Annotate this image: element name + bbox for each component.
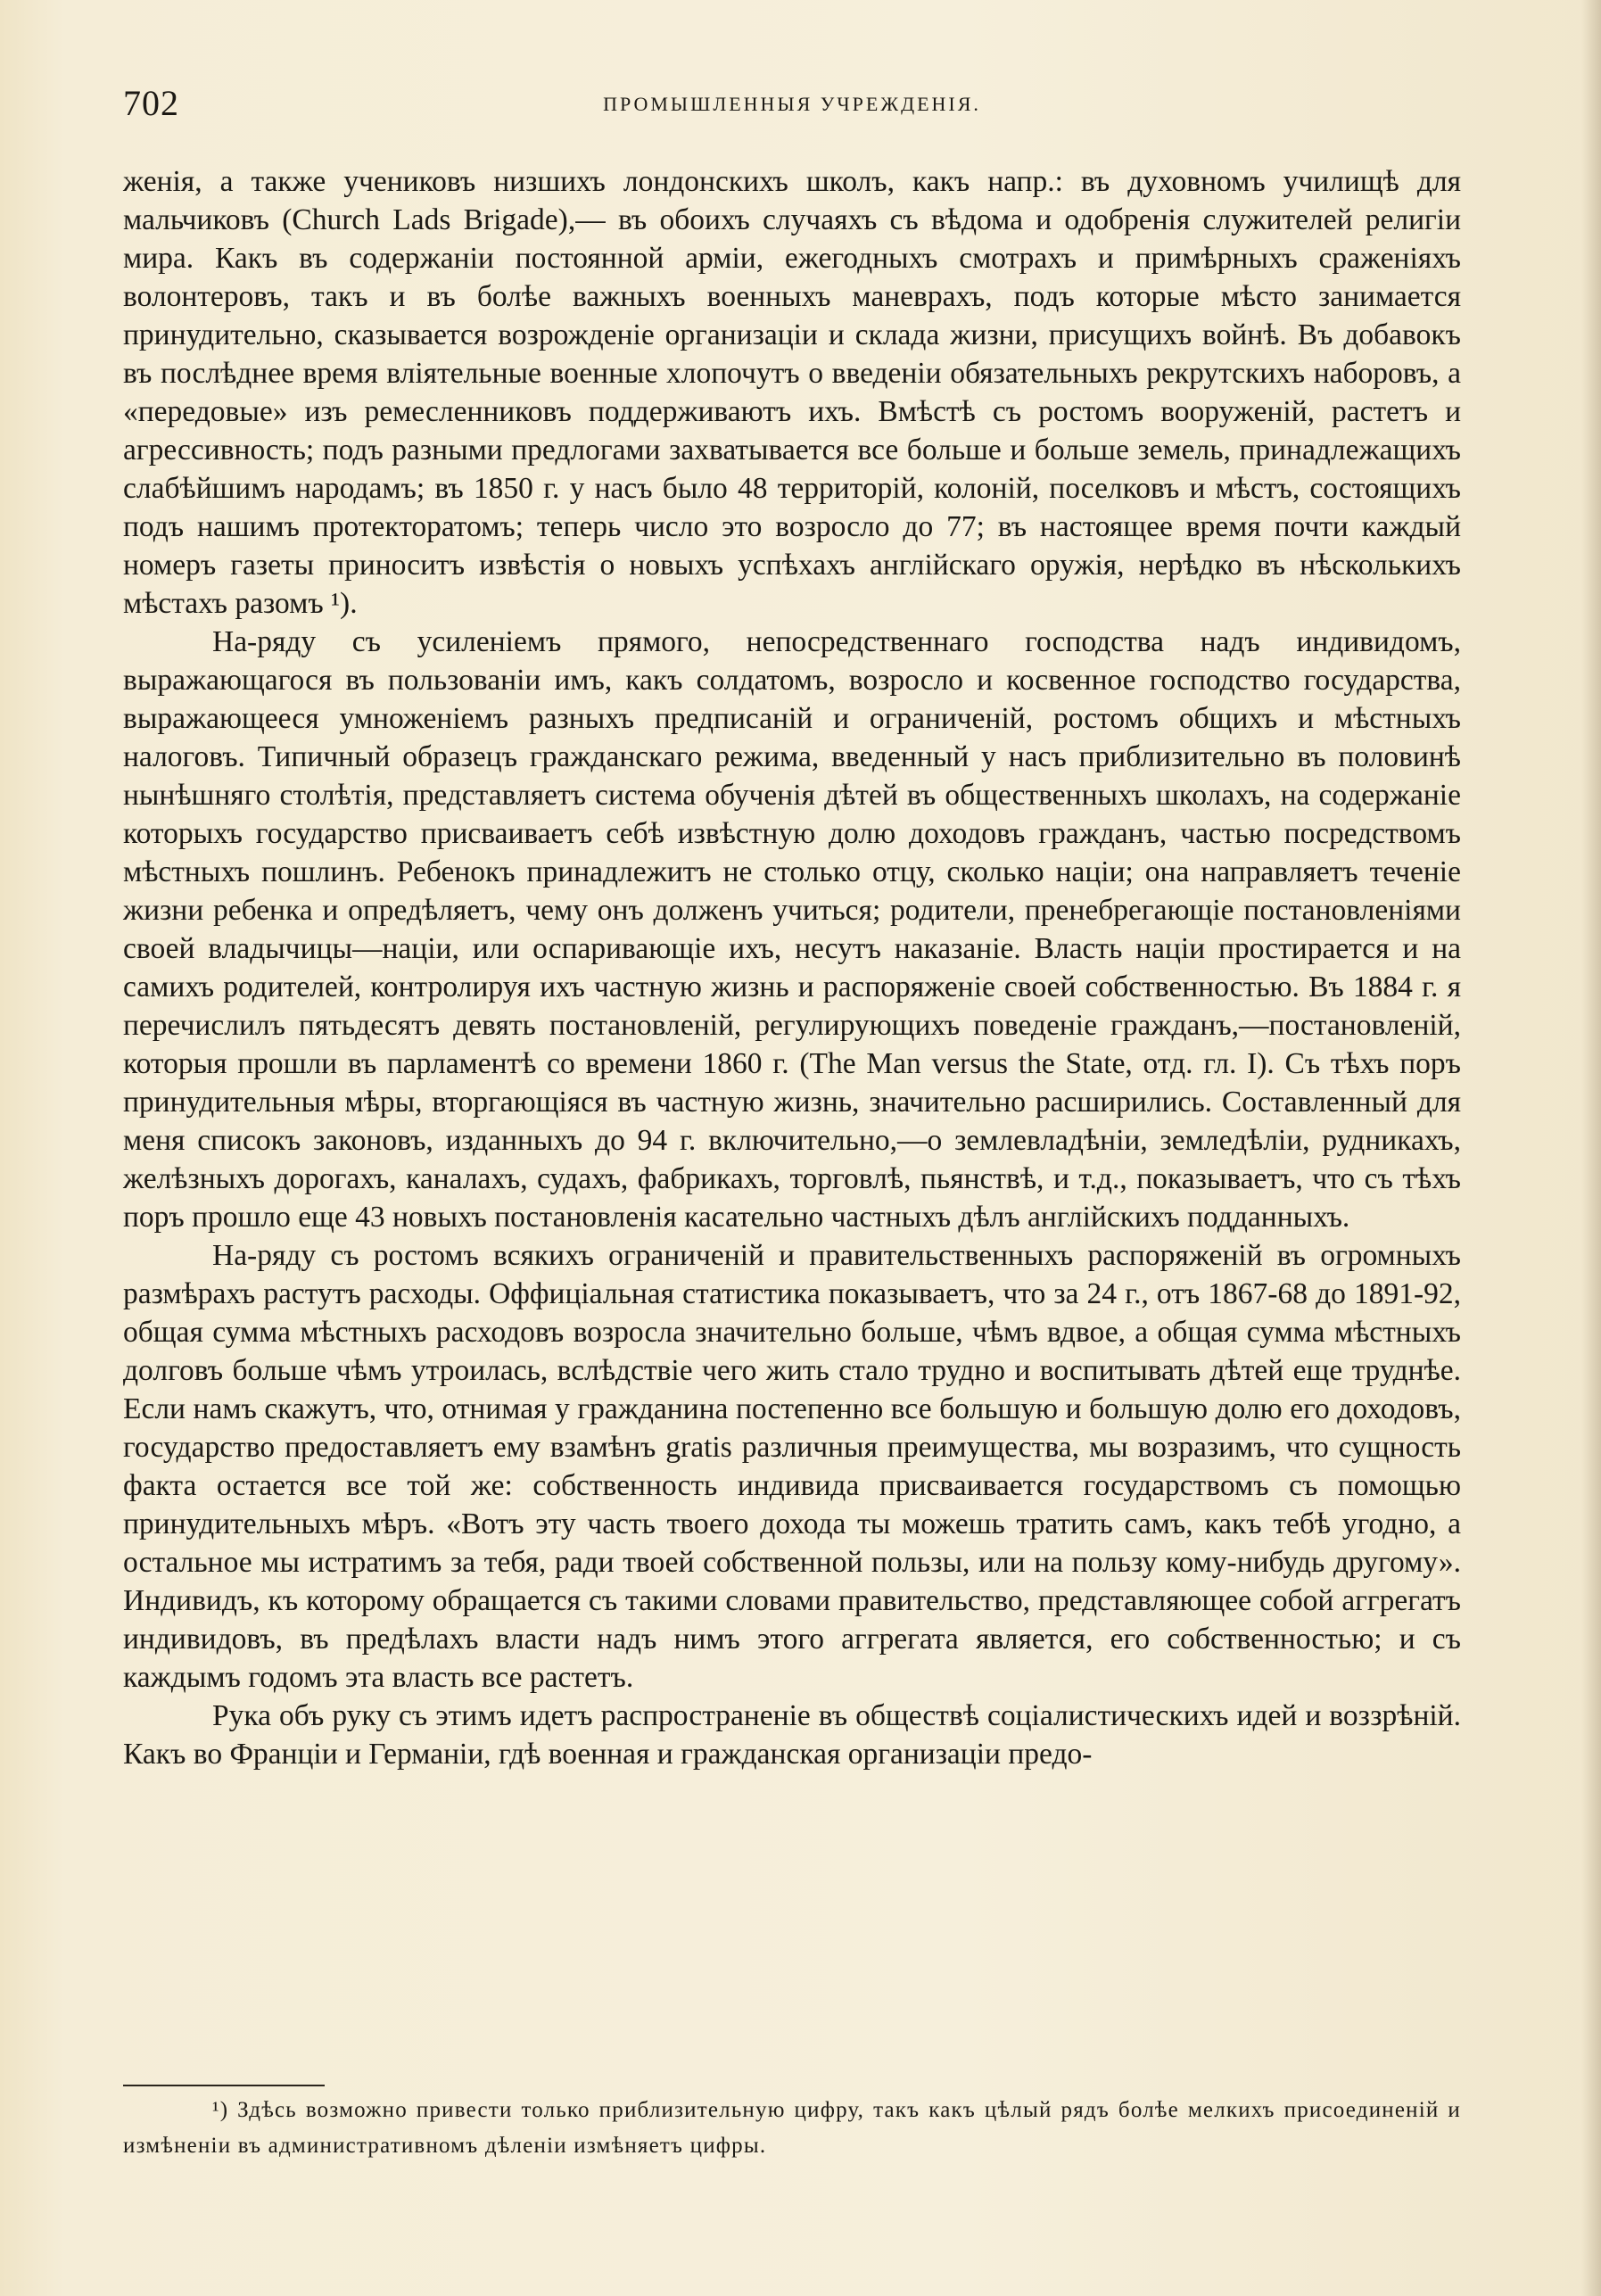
paragraph-4: Рука объ руку съ этимъ идетъ распространеніе въ обществѣ соціалистическихъ идей и воззрѣній. Какъ во Франціи и Германіи, гдѣ военная и гражданская организаціи предо- <box>123 1699 1461 1771</box>
footnote-divider <box>123 2085 325 2086</box>
page-number: 702 <box>123 83 179 123</box>
paragraph-1: женія, а также учениковъ низшихъ лондонскихъ школъ, какъ напр.: въ духовномъ училищѣ для мальчиковъ (Church Lads Brigade),— въ обоихъ случаяхъ съ вѣдома и одобренія служителей религіи мира. Какъ въ содержаніи постоянной арміи, ежегодныхъ смотрахъ и примѣрныхъ сраженіяхъ волонтеровъ, такъ и въ болѣе важныхъ военныхъ маневрахъ, подъ которые мѣсто занимается принудительно, сказывается возрожденіе организаціи и склада жизни, присущихъ войнѣ. Въ добавокъ въ послѣднее время вліятельные военные хлопочутъ о введеніи обязательныхъ рекрутскихъ наборовъ, а «передовые» изъ ремесленниковъ поддерживаютъ ихъ. Вмѣстѣ съ ростомъ вооруженій, растетъ и агрессивность; подъ разными предлогами захватывается все больше и больше земель, принадлежащихъ слабѣйшимъ народамъ; въ 1850 г. у насъ было 48 территорій, колоній, поселковъ и мѣстъ, состоящихъ подъ нашимъ протекторатомъ; теперь число это возросло до 77; въ настоящее время почти каждый номеръ газеты приноситъ извѣстія о новыхъ успѣхахъ англійскаго оружія, нерѣдко въ нѣсколькихъ мѣстахъ разомъ ¹). <box>123 165 1461 620</box>
running-title: ПРОМЫШЛЕННЫЯ УЧРЕЖДЕНІЯ. <box>603 93 981 115</box>
footnote-text: ¹) Здѣсь возможно привести только приблизительную цифру, такъ какъ цѣлый рядъ болѣе мелкихъ присоединеній и измѣненіи въ административномъ дѣленіи измѣняетъ цифры. <box>123 2098 1461 2158</box>
page-header <box>123 82 1461 127</box>
page-edge-shadow <box>1581 0 1601 2296</box>
footnote <box>123 2093 1461 2164</box>
paragraph-3: На-ряду съ ростомъ всякихъ ограниченій и правительственныхъ распоряженій въ огромныхъ размѣрахъ растутъ расходы. Оффиціальная статистика показываетъ, что за 24 г., отъ 1867-68 до 1891-92, общая сумма мѣстныхъ расходовъ возросла значительно больше, чѣмъ вдвое, а общая сумма мѣстныхъ долговъ больше чѣмъ утроилась, вслѣдствіе чего жить стало трудно и воспитывать дѣтей еще труднѣе. Если намъ скажутъ, что, отнимая у гражданина постепенно все большую и большую долю его доходовъ, государство предоставляетъ ему взамѣнъ gratis различныя преимущества, мы возразимъ, что сущность факта остается все той же: собственность индивида присваивается государствомъ съ помощью принудительныхъ мѣръ. «Вотъ эту часть твоего дохода ты можешь тратить самъ, какъ тебѣ угодно, а остальное мы истратимъ за тебя, ради твоей собственной пользы, или на пользу кому-нибудь другому». Индивидъ, къ которому обращается съ такими словами правительство, представляющее собой аггрегатъ индивидовъ, въ предѣлахъ власти надъ нимъ этого аггрегата является, его собственностью; и съ каждымъ годомъ эта власть все растетъ. <box>123 1239 1461 1694</box>
paragraph-2: На-ряду съ усиленіемъ прямого, непосредственнаго господства надъ индивидомъ, выражающагося въ пользованіи имъ, какъ солдатомъ, возросло и косвенное господство государства, выражающееся умноженіемъ разныхъ предписаній и ограниченій, ростомъ общихъ и мѣстныхъ налоговъ. Типичный образецъ гражданскаго режима, введенный у насъ приблизительно въ половинѣ нынѣшняго столѣтія, представляетъ система обученія дѣтей въ общественныхъ школахъ, на содержаніе которыхъ государство присваиваетъ себѣ извѣстную долю доходовъ гражданъ, частью посредствомъ мѣстныхъ пошлинъ. Ребенокъ принадлежитъ не столько отцу, сколько націи; она направляетъ теченіе жизни ребенка и опредѣляетъ, чему онъ долженъ учиться; родители, пренебрегающіе постановленіями своей владычицы—націи, или оспаривающіе ихъ, несутъ наказаніе. Власть націи простирается и на самихъ родителей, контролируя ихъ частную жизнь и распоряженіе своей собственностью. Въ 1884 г. я перечислилъ пятьдесятъ девять постановленій, регулирующихъ поведеніе гражданъ,—постановленій, которыя прошли въ парламентѣ со времени 1860 г. (The Man versus the State, отд. гл. I). Съ тѣхъ поръ принудительныя мѣры, вторгающіяся въ частную жизнь, значительно расширились. Составленный для меня списокъ законовъ, изданныхъ до 94 г. включительно,—о землевладѣніи, земледѣліи, рудникахъ, желѣзныхъ дорогахъ, каналахъ, судахъ, фабрикахъ, торговлѣ, пьянствѣ, и т.д., показываетъ, что съ тѣхъ поръ прошло еще 43 новыхъ постановленія касательно частныхъ дѣлъ англійскихъ подданныхъ. <box>123 625 1461 1234</box>
body-text <box>123 162 1461 1773</box>
